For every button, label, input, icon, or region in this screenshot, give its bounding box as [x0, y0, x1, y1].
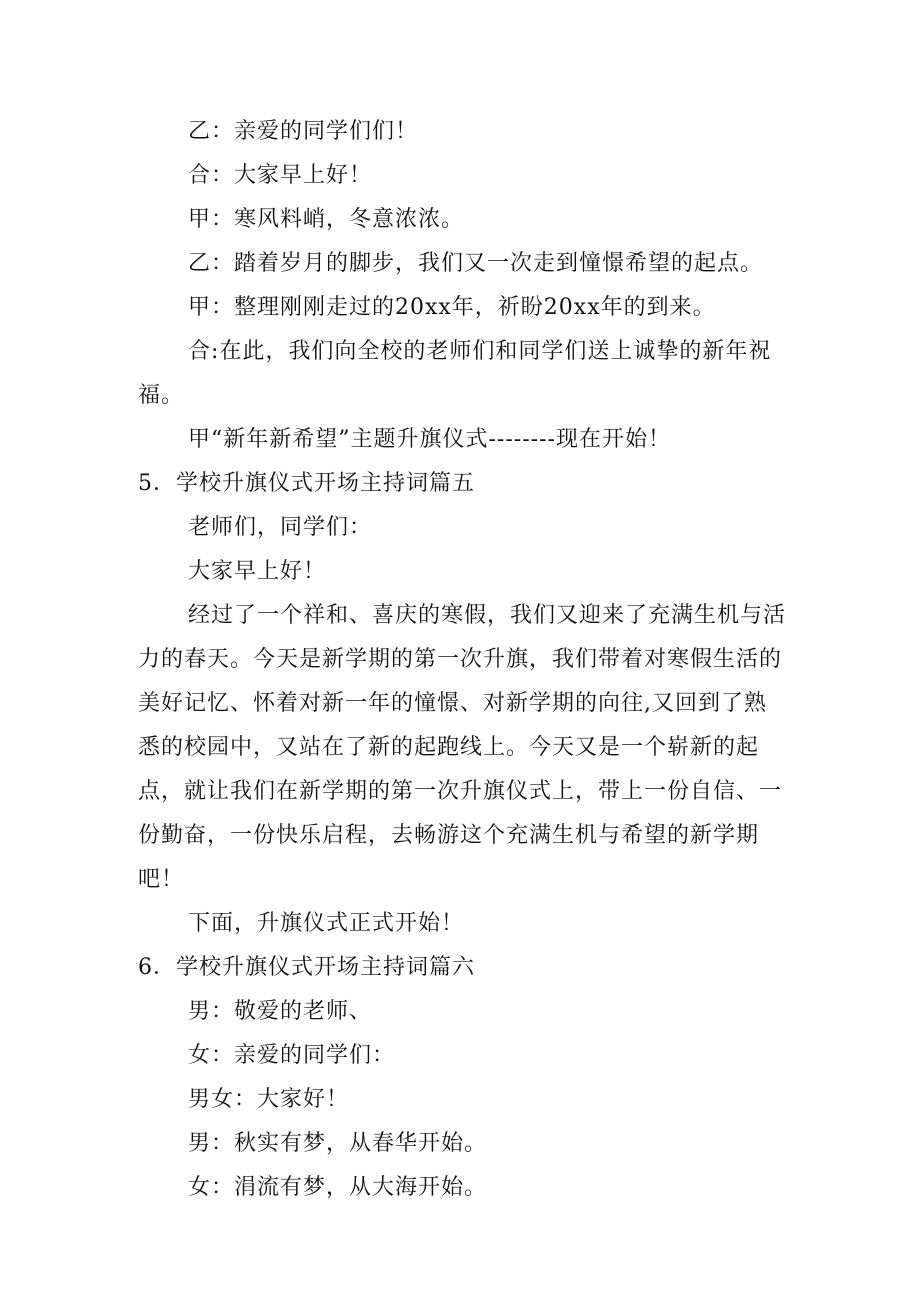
paragraph: 下面，升旗仪式正式开始！: [188, 911, 465, 936]
dialogue-line: 女：涓流有梦，从大海开始。: [188, 1175, 488, 1200]
section-heading-5: 5．学校升旗仪式开场主持词篇五: [138, 471, 475, 496]
dialogue-line: 乙：亲爱的同学们们！: [188, 119, 419, 144]
dialogue-line: 甲：整理刚刚走过的20xx年，祈盼20xx年的到来。: [188, 295, 716, 320]
dialogue-line: 男女：大家好！: [188, 1087, 350, 1112]
section-heading-6: 6．学校升旗仪式开场主持词篇六: [138, 955, 475, 980]
dialogue-line: 男：秋实有梦，从春华开始。: [188, 1131, 488, 1156]
paragraph: 大家早上好！: [188, 559, 327, 584]
dialogue-line: 合:在此，我们向全校的老师们和同学们送上诚挚的新年祝福。: [138, 339, 772, 408]
dialogue-line: 甲：寒风料峭，冬意浓浓。: [188, 207, 465, 232]
paragraph: 经过了一个祥和、喜庆的寒假，我们又迎来了充满生机与活力的春天。今天是新学期的第一次升旗，我们带着对寒假生活的美好记忆、怀着对新一年的憧憬、对新学期的向往,又回到了熟悉的校园中，又站在了新的起跑线上。今天又是一个崭新的起点，就让我们在新学期的第一次升旗仪式上，带上一份自信、一份勤奋，一份快乐启程，去畅游这个充满生机与希望的新学期吧！: [138, 603, 787, 892]
dialogue-line: 甲“新年新希望”主题升旗仪式--------现在开始！: [188, 427, 671, 452]
dialogue-line: 男：敬爱的老师、: [188, 999, 373, 1024]
dialogue-line: 女：亲爱的同学们：: [188, 1043, 396, 1068]
paragraph: 老师们，同学们：: [188, 515, 373, 540]
document-body: [138, 110, 788, 1210]
dialogue-line: 乙：踏着岁月的脚步，我们又一次走到憧憬希望的起点。: [188, 251, 764, 276]
dialogue-line: 合：大家早上好！: [188, 163, 373, 188]
